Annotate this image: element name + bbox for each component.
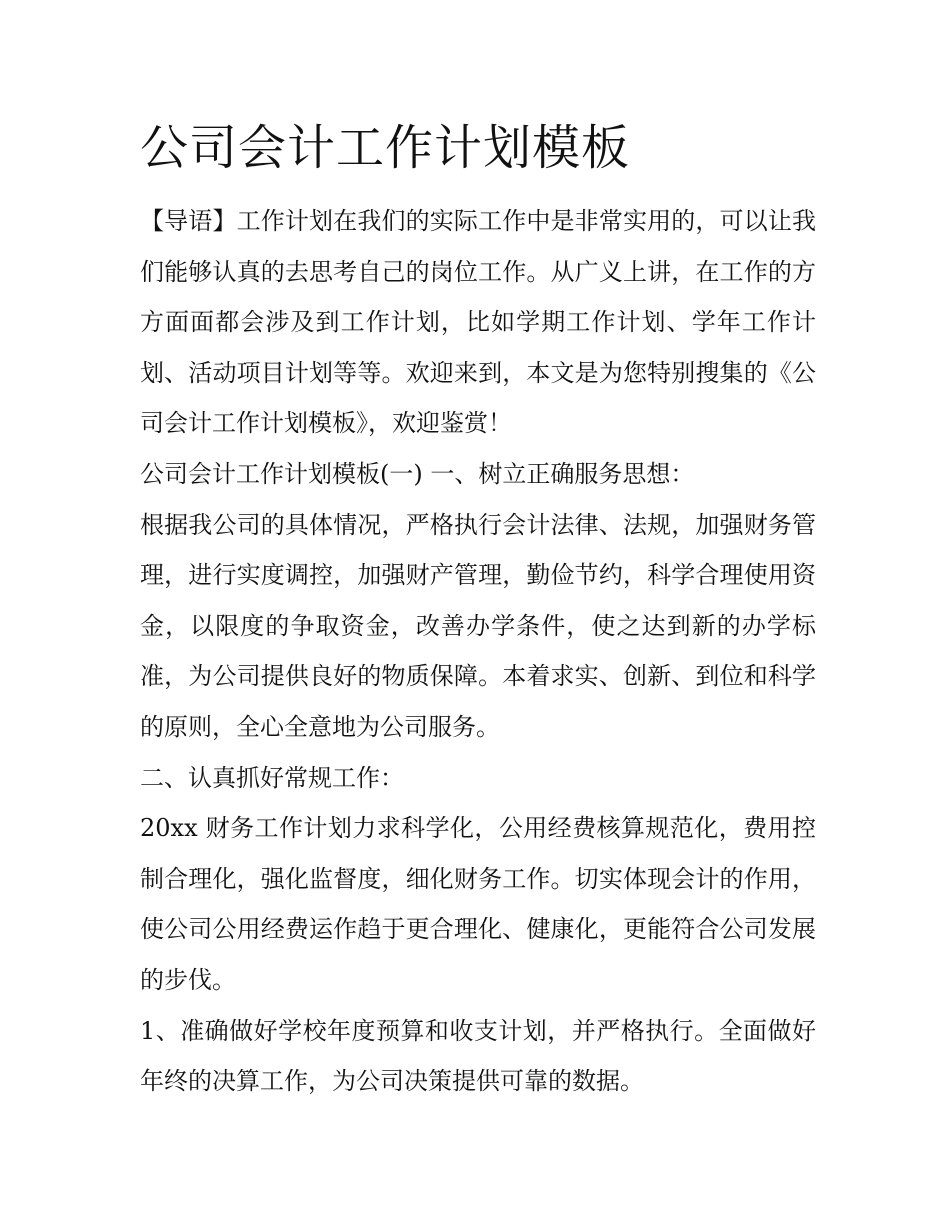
document-title: 公司会计工作计划模板 <box>140 120 631 176</box>
paragraph-intro: 【导语】工作计划在我们的实际工作中是非常实用的，可以让我们能够认真的去思考自己的岗位工作。从广义上讲，在工作的方方面面都会涉及到工作计划，比如学期工作计划、学年工作计划、活动项目计划等等。欢迎来到，本文是为您特别搜集的《公司会计工作计划模板》，欢迎鉴赏！ <box>140 207 816 438</box>
document-body <box>140 112 816 1107</box>
paragraph-section-1-body: 根据我公司的具体情况，严格执行会计法律、法规，加强财务管理，进行实度调控，加强财产管理，勤俭节约，科学合理使用资金，以限度的争取资金，改善办学条件，使之达到新的办学标准，为公司提供良好的物质保障。本着求实、创新、到位和科学的原则，全心全意地为公司服务。 <box>140 510 816 741</box>
paragraph-section-2-body: 20xx 财务工作计划力求科学化，公用经费核算规范化，费用控制合理化，强化监督度，细化财务工作。切实体现会计的作用，使公司公用经费运作趋于更合理化、健康化，更能符合公司发展的步伐。 <box>140 814 816 994</box>
paragraph-section-2-heading: 二、认真抓好常规工作： <box>140 763 404 792</box>
paragraph-section-1-heading: 公司会计工作计划模板(一) 一、树立正确服务思想： <box>140 459 695 488</box>
paragraph-item-1: 1、准确做好学校年度预算和收支计划，并严格执行。全面做好年终的决算工作，为公司决策提供可靠的数据。 <box>140 1016 816 1096</box>
